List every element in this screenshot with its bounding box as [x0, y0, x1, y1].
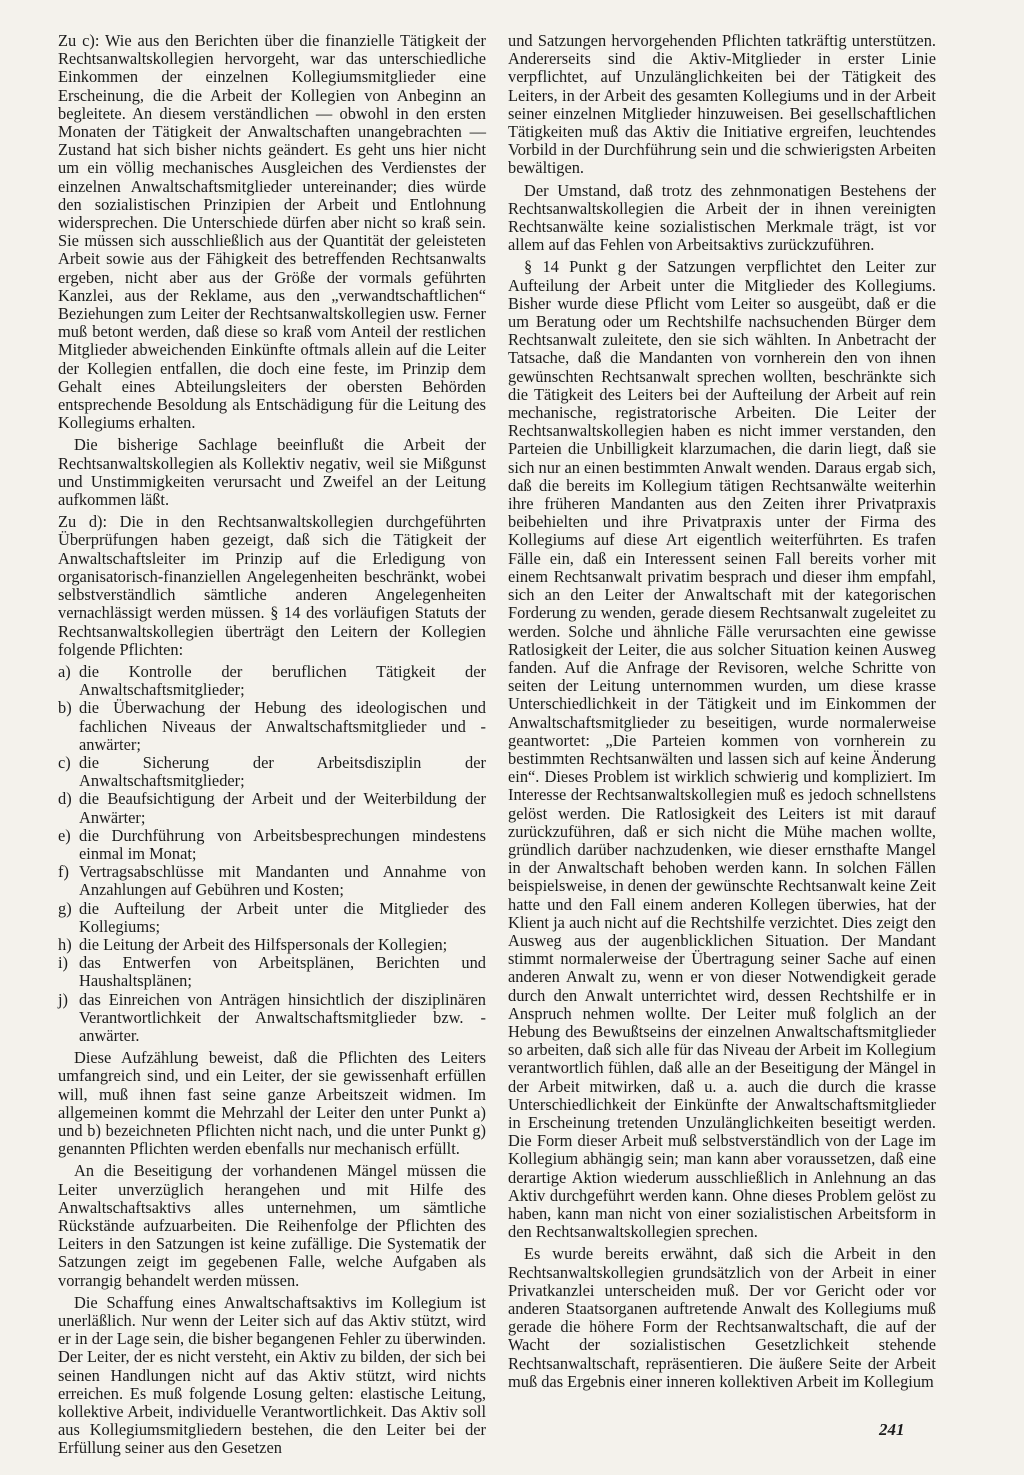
duty-label: a) — [58, 661, 71, 681]
duty-text: das Entwerfen von Arbeitsplänen, Berichten und Haushaltsplänen; — [79, 953, 486, 991]
duties-list — [58, 663, 486, 1045]
duty-label: f) — [58, 862, 69, 882]
paragraph-paragraph-14: § 14 Punkt g der Satzungen verpflichtet den Leiter zur Aufteilung der Arbeit unter die Mitglieder des Kollegiums. Bisher wurde diese Pflicht vom Leiter so ausgeübt, daß er die um Beratung oder um Rechtshilfe nachsuchenden Bürger dem Rechtsanwalt zuleitete, den sie sich wählten. In Anbetracht der Tatsache, daß die Mandanten von vornherein den von ihnen gewünschten Rechtsanwalt sprechen wollten, beschränkte sich die Tätigkeit des Leiters bei der Aufteilung der Arbeit auf rein mechanische, registratorische Arbeiten. Die Leiter der Rechtsanwaltskollegien haben es nicht immer verstanden, den Parteien die Unbilligkeit klarzumachen, die darin liegt, daß sie sich nur an einen bestimmten Anwalt wenden. Daraus ergab sich, daß die bereits im Kollegium tätigen Rechtsanwälte weiterhin ihre früheren Mandanten aus den Zeiten ihrer Privatpraxis beibehielten und ihre Privatpraxis unter der Firma des Kollegiums auf diese Art eigentlich weiterführten. Es trafen Fälle ein, daß ein Interessent seinen Fall bereits vorher mit einem Rechtsanwalt privatim besprach und dieser ihm empfahl, sich an den Leiter der Anwaltschaft mit der kategorischen Forderung zu wenden, gerade diesem Rechtsanwalt zugeleitet zu werden. Solche und ähnliche Fälle verursachten eine gewisse Ratlosigkeit der Leiter, die aus solcher Situation keinen Ausweg fanden. Auf die Anfrage der Revisoren, welche Schritte von seiten der Leitung unternommen wurden, um diese krasse Unterschiedlichkeit in der Tätigkeit und im Einkommen der Anwaltschaftsmitglieder zu beseitigen, wurde normalerweise geantwortet: „Die Parteien kommen von vornherein zu bestimmten Rechtsanwälten und lassen sich auf keine Änderung ein“. Dieses Problem ist wirklich schwierig und kompliziert. Im Interesse der Rechtsanwaltskollegien muß es jedoch schnellstens gelöst werden. Die Ratlosigkeit des Leiters ist mit darauf zurückzuführen, daß er sich nicht die Mühe machen wollte, gründlich darüber nachzudenken, wie dieser ernsthafte Mangel in der Anwaltschaft behoben werden kann. In solchen Fällen beispielsweise, in denen der gewünschte Rechtsanwalt keine Zeit hatte und den Fall einem anderen Kollegen überwies, hat der Klient ja auch nicht auf die Rechtshilfe verzichtet. Dies zeigt den Ausweg aus der augenblicklichen Situation. Der Mandant stimmt normalerweise der Übertragung seiner Sache auf einen anderen Anwalt zu, wenn er von dieser Notwendigkeit gerade durch den Anwalt unterrichtet wird, dessen Rechtshilfe er in Anspruch nehmen wollte. Der Leiter muß folglich an der Hebung des Bewußtseins der einzelnen Anwaltschaftsmitglieder so arbeiten, daß sich alle für das Niveau der Arbeit im Kollegium verantwortlich fühlen, daß alle an der Beseitigung der Mängel in der Arbeit mitwirken, daß u. a. auch die durch die krasse Unterschiedlichkeit der Einkünfte der Anwaltschaftsmitglieder in Erscheinung tretenden Unzulänglichkeiten beseitigt werden. Die Form dieser Arbeit muß selbstverständlich von der Lage im Kollegium abhängig sein; man kann aber voraussetzen, daß eine derartige Aktion wiederum ausschließlich in Anlehnung an das Aktiv durchgeführt werden kann. Ohne dieses Problem gelöst zu haben, kann man nicht von einer sozialistischen Arbeitsform in den Rechtsanwaltskollegien sprechen. — [508, 257, 937, 1242]
left-column — [58, 32, 486, 1462]
duty-item — [58, 991, 486, 1046]
paragraph-aufzaehlung: Diese Aufzählung beweist, daß die Pflichten des Leiters umfangreich sind, und ein Leiter, der sie gewissenhaft erfüllen will, muß ihnen fast seine ganze Arbeitszeit widmen. Im allgemeinen kommt die Mehrzahl der Leiter den unter Punkt a) und b) bezeichneten Pflichten nicht nach, und die unter Punkt g) genannten Pflichten werden ebenfalls nur mechanisch erfüllt. — [58, 1048, 486, 1159]
duty-label: g) — [58, 898, 72, 918]
paragraph-beseitigung: An die Beseitigung der vorhandenen Mängel müssen die Leiter unverzüglich herangehen und mit Hilfe des Anwaltschaftsaktivs alles unternehmen, um sämtliche Rückstände aufzuarbeiten. Die Reihenfolge der Pflichten des Leiters in den Satzungen ist keine zufällige. Die Systematik der Satzungen zeigt im gegebenen Falle, welche Aufgaben als vorrangig behandelt werden müssen. — [58, 1161, 486, 1290]
duty-text: die Überwachung der Hebung des ideologischen und fachlichen Niveaus der Anwaltschaftsmitglieder und -anwärter; — [79, 698, 486, 754]
duty-item — [58, 954, 486, 990]
duty-text: die Durchführung von Arbeitsbesprechungen mindestens einmal im Monat; — [79, 825, 486, 863]
duty-item — [58, 754, 486, 790]
duty-label: b) — [58, 698, 72, 718]
duty-label: e) — [58, 825, 71, 845]
duty-text: die Beaufsichtigung der Arbeit und der Weiterbildung der Anwärter; — [79, 789, 486, 827]
duty-text: die Aufteilung der Arbeit unter die Mitglieder des Kollegiums; — [79, 898, 486, 936]
duty-item — [58, 900, 486, 936]
duty-text: die Kontrolle der beruflichen Tätigkeit der Anwaltschaftsmitglieder; — [79, 661, 486, 700]
duty-label: d) — [58, 789, 72, 809]
paragraph-erwaehnt: Es wurde bereits erwähnt, daß sich die Arbeit in den Rechtsanwaltskollegien grundsätzlich von der Arbeit in einer Privatkanzlei unterscheiden muß. Der vor Gericht oder vor anderen Staatsorganen auftretende Anwalt des Kollegiums muß gerade die höhere Form der Rechtsanwaltschaft, die auf der Wacht der sozialistischen Gesetzlichkeit stehende Rechtsanwaltschaft, repräsentieren. Die äußere Seite der Arbeit muß das Ergebnis einer inneren kollektiven Arbeit im Kollegium — [508, 1244, 936, 1391]
duty-label: h) — [58, 934, 72, 954]
duty-text: Vertragsabschlüsse mit Mandanten und Annahme von Anzahlungen auf Gebühren und Kosten; — [79, 862, 486, 900]
duty-item — [58, 863, 486, 899]
duty-text: das Einreichen von Anträgen hinsichtlich der disziplinären Verantwortlichkeit der Anwaltschaftsmitglieder bzw. -anwärter. — [79, 989, 486, 1045]
duty-item — [58, 663, 486, 699]
duty-label: c) — [58, 752, 71, 772]
duty-text: die Leitung der Arbeit des Hilfspersonals der Kollegien; — [79, 934, 448, 954]
duty-item — [58, 827, 486, 863]
paragraph-aktiv: Die Schaffung eines Anwaltschaftsaktivs im Kollegium ist unerläßlich. Nur wenn der Leiter sich auf das Aktiv stützt, wird er in der Lage sein, die bisher begangenen Fehler zu überwinden. Der Leiter, der es nicht versteht, ein Aktiv zu bilden, der sich bei seinen Handlungen nicht auf das Aktiv stützt, wird nichts erreichen. Es muß folgende Losung gelten: elastische Leitung, kollektive Arbeit, individuelle Verantwortlichkeit. Das Aktiv soll aus Kollegiumsmitgliedern bestehen, die den Leiter bei der Erfüllung seiner aus den Gesetzen — [58, 1292, 486, 1458]
paragraph-umstand: Der Umstand, daß trotz des zehnmonatigen Bestehens der Rechtsanwaltskollegien die Arbeit der in ihnen vereinigten Rechtsanwälte keine sozialistischen Merkmale trägt, ist vor allem auf das Fehlen von Arbeitsaktivs zurückzuführen. — [508, 180, 936, 255]
duty-label: i) — [58, 953, 69, 973]
paragraph-zu-c: Zu c): Wie aus den Berichten über die finanzielle Tätigkeit der Rechtsanwaltskollegien hervorgeht, war das unterschiedliche Einkommen der einzelnen Kollegiumsmitglieder eine Erscheinung, die die Arbeit der Kollegien von Anbeginn an begleitete. An diesem verständlichen — obwohl in den ersten Monaten der Tätigkeit der Anwaltschaften unangebrachten — Zustand hat sich bisher nichts geändert. Es geht uns hier nicht um ein völlig mechanisches Ausgleichen des Verdienstes der einzelnen Anwaltschaftsmitglieder untereinander; dies würde den sozialistischen Prinzipien der Arbeit und Entlohnung widersprechen. Die Unterschiede dürfen aber nicht so kraß sein. Sie müssen sich ausschließlich aus der Quantität der geleisteten Arbeit sowie aus der Fähigkeit des betreffenden Rechtsanwalts ergeben, nicht aber aus der Größe der vormals geführten Kanzlei, aus der Reklame, aus den „verwandtschaftlichen“ Beziehungen zum Leiter der Rechtsanwaltskollegien usw. Ferner muß betont werden, daß diese so kraß vom Anteil der restlichen Mitglieder abweichenden Einkünfte oftmals allein auf die Leiter der Kollegien entfallen, die doch eine feste, im Prinzip dem Gehalt eines Abteilungsleiters der obersten Behörden entsprechende Besoldung als Entschädigung für die Leitung des Kollegiums erhalten. — [58, 31, 486, 433]
duty-item — [58, 699, 486, 754]
paragraph-sachlage: Die bisherige Sachlage beeinflußt die Arbeit der Rechtsanwaltskollegien als Kollektiv negativ, weil sie Mißgunst und Unstimmigkeiten verursacht und Zweifel an der Leitung aufkommen läßt. — [58, 435, 486, 510]
duty-text: die Sicherung der Arbeitsdisziplin der Anwaltschaftsmitglieder; — [79, 752, 486, 791]
page-number: 241 — [879, 1420, 905, 1439]
right-column — [508, 32, 936, 1395]
duty-label: j) — [58, 989, 69, 1009]
duty-item — [58, 790, 486, 826]
paragraph-zu-d: Zu d): Die in den Rechtsanwaltskollegien durchgeführten Überprüfungen haben gezeigt, daß sich die Tätigkeit der Anwaltschaftsleiter im Prinzip auf die Erledigung von organisatorisch-finanziellen Angelegenheiten beschränkt, wobei selbstverständlich sämtliche anderen Angelegenheiten vernachlässigt werden müssen. § 14 des vorläufigen Statuts der Rechtsanwaltskollegien überträgt den Leitern der Kollegien folgende Pflichten: — [58, 512, 486, 659]
duty-item — [58, 936, 486, 954]
paragraph-satzungen: und Satzungen hervorgehenden Pflichten tatkräftig unterstützen. Andererseits sind die Aktiv-Mitglieder in erster Linie verpflichtet, auf Unzulänglichkeiten bei der Tätigkeit des Leiters, in der Arbeit des gesamten Kollegiums und in der Arbeit seiner einzelnen Mitglieder hinzuweisen. Bei gesellschaftlichen Tätigkeiten muß das Aktiv die Initiative ergreifen, leuchtendes Vorbild in der Durchführung sein und die schwierigsten Arbeiten bewältigen. — [508, 31, 936, 178]
